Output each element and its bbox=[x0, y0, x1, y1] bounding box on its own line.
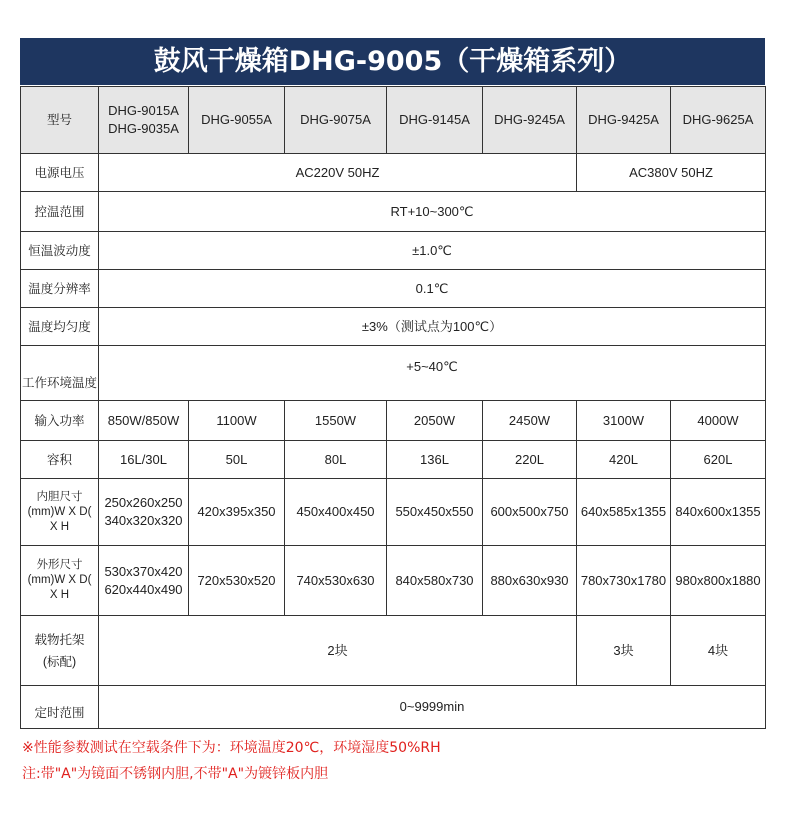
row-label: 工作环境温度 bbox=[21, 346, 99, 401]
label-line: 外形尺寸 bbox=[36, 559, 83, 571]
value-cell: AC220V 50HZ bbox=[99, 154, 577, 192]
value-cell: 880x630x930 bbox=[483, 546, 577, 616]
row-label bbox=[21, 546, 99, 616]
value-cell: 620L bbox=[671, 441, 766, 479]
value-cell: 450x400x450 bbox=[285, 479, 387, 546]
value-cell: 2050W bbox=[387, 401, 483, 441]
model-cell: DHG-9075A bbox=[285, 87, 387, 154]
value-cell: +5~40℃ bbox=[99, 346, 766, 401]
value-cell: 840x600x1355 bbox=[671, 479, 766, 546]
model-cell: DHG-9245A bbox=[483, 87, 577, 154]
value-cell: 2450W bbox=[483, 401, 577, 441]
value-cell: 600x500x750 bbox=[483, 479, 577, 546]
value-cell: 16L/30L bbox=[99, 441, 189, 479]
power-supply-row bbox=[21, 154, 766, 192]
value-cell: 3块 bbox=[577, 616, 671, 686]
uniformity-row bbox=[21, 308, 766, 346]
value-cell: 780x730x1780 bbox=[577, 546, 671, 616]
label-line: X H bbox=[49, 589, 70, 601]
value-cell: AC380V 50HZ bbox=[577, 154, 766, 192]
test-condition-note: ※性能参数测试在空载条件下为：环境温度20℃，环境湿度50%RH bbox=[22, 740, 441, 756]
model-cell: DHG-9425A bbox=[577, 87, 671, 154]
row-label: 容积 bbox=[21, 441, 99, 479]
label-line: 内胆尺寸 bbox=[36, 490, 83, 503]
label-line: (mm)W X D( bbox=[27, 505, 92, 518]
volume-row bbox=[21, 441, 766, 479]
material-note: 注:带"A"为镜面不锈钢内胆,不带"A"为镀锌板内胆 bbox=[22, 766, 329, 782]
value-cell: 980x800x1880 bbox=[671, 546, 766, 616]
model-label: 型号 bbox=[21, 87, 99, 154]
resolution-row bbox=[21, 270, 766, 308]
label-line: (mm)W X D( bbox=[27, 574, 92, 586]
timer-row bbox=[21, 686, 766, 729]
row-label: 温度均匀度 bbox=[21, 308, 99, 346]
value-cell: 1550W bbox=[285, 401, 387, 441]
value-cell: 640x585x1355 bbox=[577, 479, 671, 546]
row-label: 控温范围 bbox=[21, 192, 99, 232]
value-cell: 4块 bbox=[671, 616, 766, 686]
outer-size-row bbox=[21, 546, 766, 616]
value-cell: 50L bbox=[189, 441, 285, 479]
value-cell: 1100W bbox=[189, 401, 285, 441]
value-cell bbox=[99, 546, 189, 616]
label-line: 载物托架 bbox=[34, 632, 85, 647]
row-label: 恒温波动度 bbox=[21, 232, 99, 270]
fluctuation-row bbox=[21, 232, 766, 270]
value-cell: 420L bbox=[577, 441, 671, 479]
label-line: X H bbox=[49, 520, 70, 533]
value-line: 530x370x420 bbox=[104, 563, 183, 579]
value-cell: 0.1℃ bbox=[99, 270, 766, 308]
model-row bbox=[21, 87, 766, 154]
value-cell: 740x530x630 bbox=[285, 546, 387, 616]
row-label: 定时范围 bbox=[21, 686, 99, 729]
value-cell: 420x395x350 bbox=[189, 479, 285, 546]
model-cell: DHG-9145A bbox=[387, 87, 483, 154]
value-cell: 0~9999min bbox=[99, 686, 766, 729]
spec-table bbox=[20, 86, 766, 729]
model-cell bbox=[99, 87, 189, 154]
env-temp-row bbox=[21, 346, 766, 401]
value-cell: 840x580x730 bbox=[387, 546, 483, 616]
row-label: 电源电压 bbox=[21, 154, 99, 192]
model-cell: DHG-9055A bbox=[189, 87, 285, 154]
model-name: DHG-9015A bbox=[108, 103, 179, 118]
value-cell: 220L bbox=[483, 441, 577, 479]
value-cell: ±3%（测试点为100℃） bbox=[99, 308, 766, 346]
label-line: (标配) bbox=[42, 654, 77, 669]
value-cell: 720x530x520 bbox=[189, 546, 285, 616]
value-cell: 550x450x550 bbox=[387, 479, 483, 546]
temp-range-row bbox=[21, 192, 766, 232]
value-cell: 80L bbox=[285, 441, 387, 479]
row-label: 输入功率 bbox=[21, 401, 99, 441]
value-cell bbox=[99, 479, 189, 546]
row-label: 温度分辨率 bbox=[21, 270, 99, 308]
value-line: 250x260x250 bbox=[104, 495, 183, 510]
power-row bbox=[21, 401, 766, 441]
value-line: 340x320x320 bbox=[104, 513, 183, 528]
value-cell: ±1.0℃ bbox=[99, 232, 766, 270]
row-label bbox=[21, 616, 99, 686]
value-cell: 2块 bbox=[99, 616, 577, 686]
model-name: DHG-9035A bbox=[108, 121, 179, 136]
inner-size-row bbox=[21, 479, 766, 546]
shelves-row bbox=[21, 616, 766, 686]
value-cell: RT+10~300℃ bbox=[99, 192, 766, 232]
row-label bbox=[21, 479, 99, 546]
value-cell: 850W/850W bbox=[99, 401, 189, 441]
value-cell: 3100W bbox=[577, 401, 671, 441]
value-cell: 4000W bbox=[671, 401, 766, 441]
value-line: 620x440x490 bbox=[104, 581, 183, 597]
page-title: 鼓风干燥箱DHG-9005（干燥箱系列） bbox=[20, 38, 765, 85]
model-cell: DHG-9625A bbox=[671, 87, 766, 154]
value-cell: 136L bbox=[387, 441, 483, 479]
